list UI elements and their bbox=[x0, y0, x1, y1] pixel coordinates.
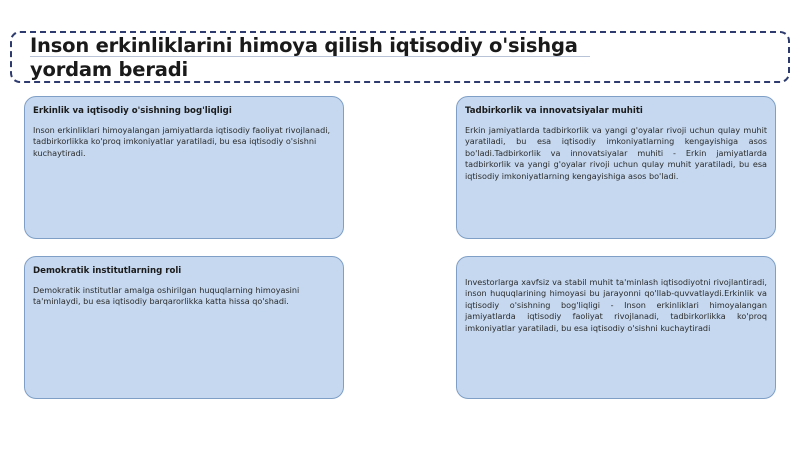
card-democratic-institutions bbox=[24, 256, 344, 399]
card-body: Investorlarga xavfsiz va stabil muhit ta'minlash iqtisodiyotni rivojlantiradi, inson huquqlarining himoyasi bu jarayonni qo'llab-quvvatlaydi.Erkinlik va iqtisodiy o'sishning bog'liqligi - Inson erkinliklari himoyalangan jamiyatlarda iqtisodiy faoliyat rivojlanadi, tadbirkorlikka ko'proq imkoniyatlar yaratiladi, bu esa iqtisodiy o'sishni kuchaytiradi bbox=[465, 277, 767, 333]
card-body: Erkin jamiyatlarda tadbirkorlik va yangi g'oyalar rivoji uchun qulay muhit yaratiladi, bu esa iqtisodiy imkoniyatlarning kengayishiga asos bo'ladi.Tadbirkorlik va innovatsiyalar muhiti - Erkin jamiyatlarda tadbirkorlik va yangi g'oyalar rivoji uchun qulay muhit yaratiladi, bu esa iqtisodiy imkoniyatlarning kengayishiga asos bo'ladi. bbox=[465, 125, 767, 181]
card-investors bbox=[456, 256, 776, 399]
card-heading: Tadbirkorlik va innovatsiyalar muhiti bbox=[465, 106, 643, 116]
page-title: Inson erkinliklarini himoya qilish iqtisodiy o'sishga yordam beradi bbox=[30, 34, 578, 81]
card-entrepreneurship bbox=[456, 96, 776, 239]
card-freedom-growth bbox=[24, 96, 344, 239]
card-heading: Demokratik institutlarning roli bbox=[33, 266, 182, 276]
card-heading: Erkinlik va iqtisodiy o'sishning bog'liqligi bbox=[33, 106, 232, 116]
card-body: Demokratik institutlar amalga oshirilgan huquqlarning himoyasini ta'minlaydi, bu esa iqtisodiy barqarorlikka katta hissa qo'shadi. bbox=[33, 285, 300, 307]
card-body: Inson erkinliklari himoyalangan jamiyatlarda iqtisodiy faoliyat rivojlanadi, tadbirkorlikka ko'proq imkoniyatlar yaratiladi, bu esa iqtisodiy o'sishni kuchaytiradi. bbox=[33, 125, 331, 158]
